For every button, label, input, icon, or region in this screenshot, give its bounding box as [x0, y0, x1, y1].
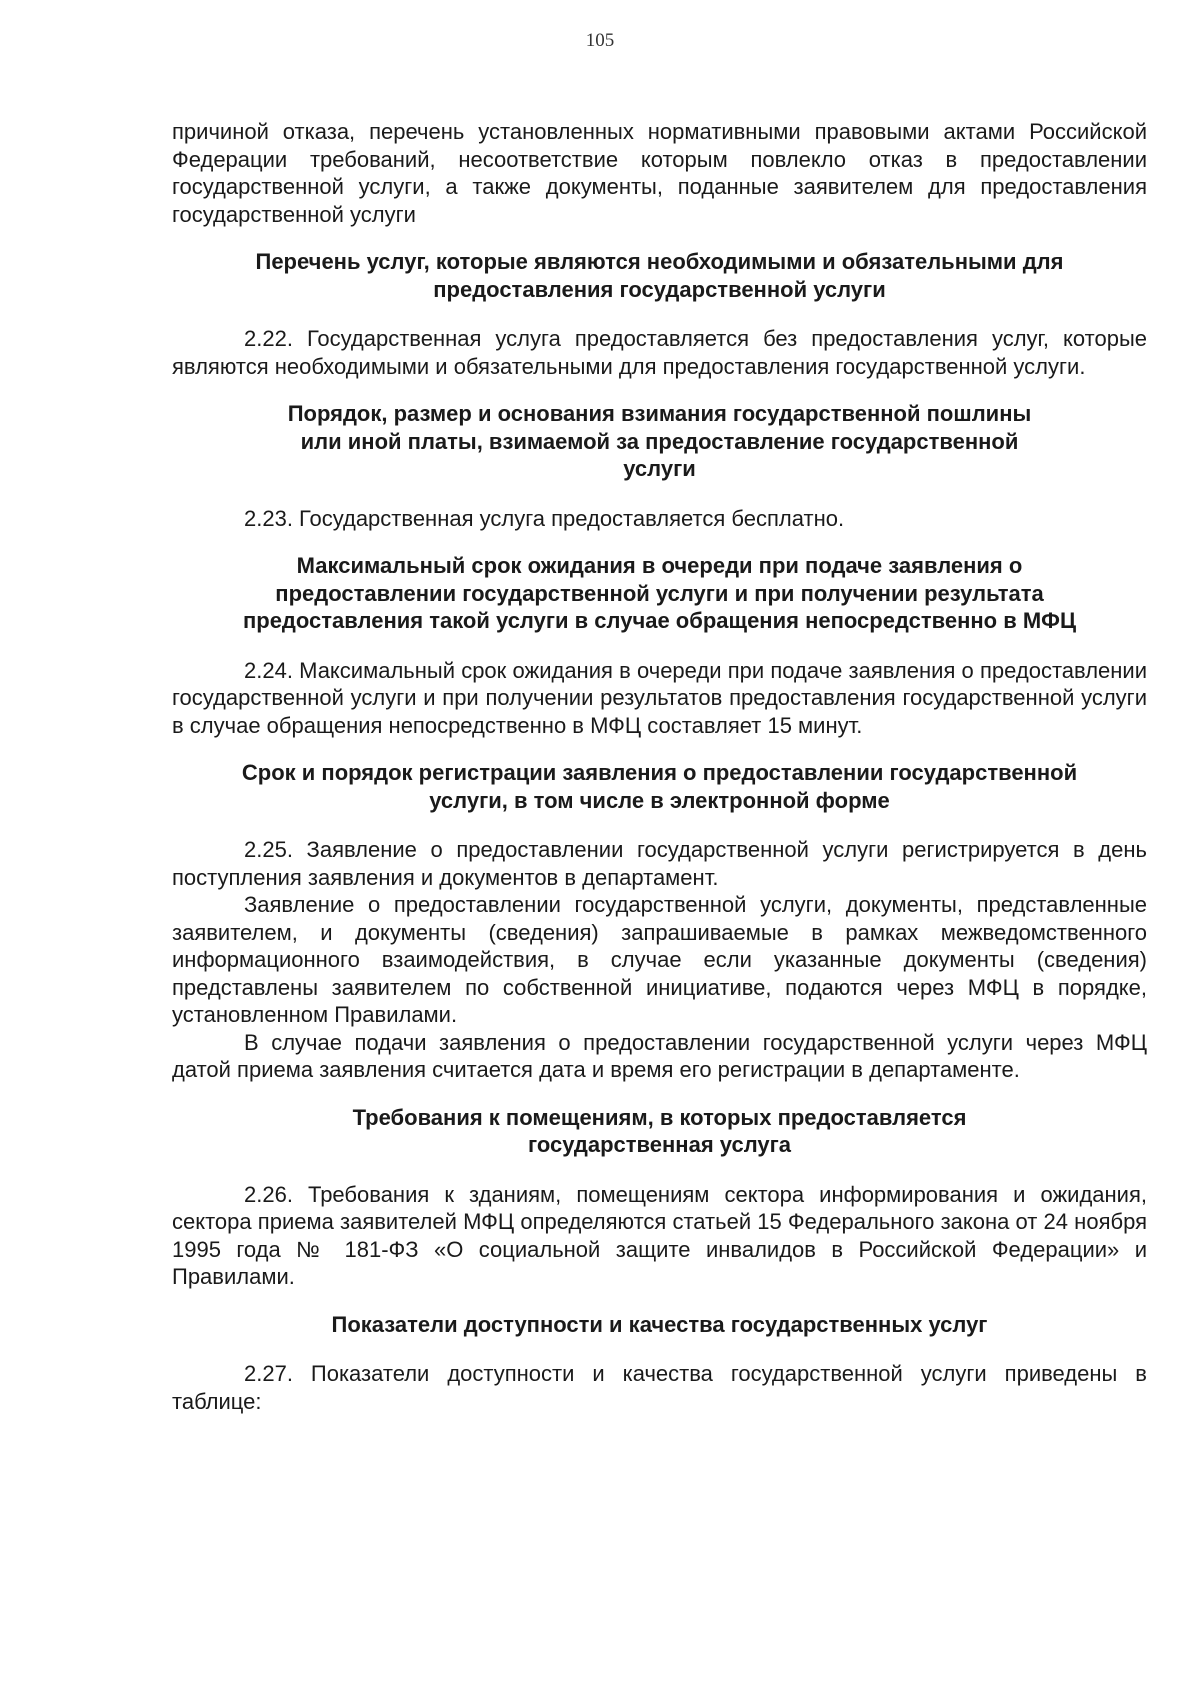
paragraph-2-22: 2.22. Государственная услуга предоставляется без предоставления услуг, которые являются необходимыми и обязательными для предоставления государственной услуги.: [172, 326, 1147, 379]
section-heading-queue-time: Максимальный срок ожидания в очереди при подаче заявления о предоставлении государственной услуги и при получении результата предоставления такой услуги в случае обращения непосредственно в МФЦ: [242, 553, 1077, 633]
paragraph-2-25: 2.25. Заявление о предоставлении государственной услуги регистрируется в день поступления заявления и документов в департамент.: [172, 837, 1147, 890]
paragraph-2-24: 2.24. Максимальный срок ожидания в очереди при подаче заявления о предоставлении государственной услуги и при получении результатов предоставления государственной услуги в случае обращения непосредственно в МФЦ составляет 15 минут.: [172, 657, 1147, 738]
intro-paragraph: причиной отказа, перечень установленных нормативными правовыми актами Российской Федерации требований, несоответствие которым повлекло отказ в предоставлении государственной услуги, а также документы, поданные заявителем для предоставления государственной услуги: [172, 119, 1147, 227]
paragraph-2-25-documents: Заявление о предоставлении государственной услуги, документы, представленные заявителем, и документы (сведения) запрашиваемые в рамках межведомственного информационного взаимодействия, в случае если указанные документы (сведения) представлены заявителем по собственной инициативе, подаются через МФЦ в порядке, установленном Правилами.: [172, 892, 1147, 1027]
section-heading-quality: Показатели доступности и качества государственных услуг: [331, 1311, 988, 1337]
paragraph-2-25-mfc: В случае подачи заявления о предоставлении государственной услуги через МФЦ датой приема заявления считается дата и время его регистрации в департаменте.: [172, 1029, 1147, 1082]
document-body: [172, 118, 1147, 1415]
paragraph-2-26: 2.26. Требования к зданиям, помещениям сектора информирования и ожидания, сектора приема заявителей МФЦ определяются статьей 15 Федерального закона от 24 ноября 1995 года № 181-ФЗ «О социальной защите инвалидов в Российской Федерации» и Правилами.: [172, 1181, 1147, 1289]
paragraph-2-27: 2.27. Показатели доступности и качества государственной услуги приведены в таблице:: [172, 1361, 1147, 1414]
section-heading-premises: Требования к помещениям, в которых предоставляется государственная услуга: [352, 1104, 967, 1157]
section-heading-services-list: Перечень услуг, которые являются необходимыми и обязательными для предоставления государственной услуги: [255, 249, 1064, 302]
paragraph-2-23: 2.23. Государственная услуга предоставляется бесплатно.: [244, 505, 845, 531]
page-number: 105: [585, 30, 615, 51]
section-heading-registration: Срок и порядок регистрации заявления о предоставлении государственной услуги, в том числе в электронной форме: [241, 760, 1078, 813]
section-heading-fee: Порядок, размер и основания взимания государственной пошлины или иной платы, взимаемой за предоставление государственной услуги: [287, 401, 1032, 481]
